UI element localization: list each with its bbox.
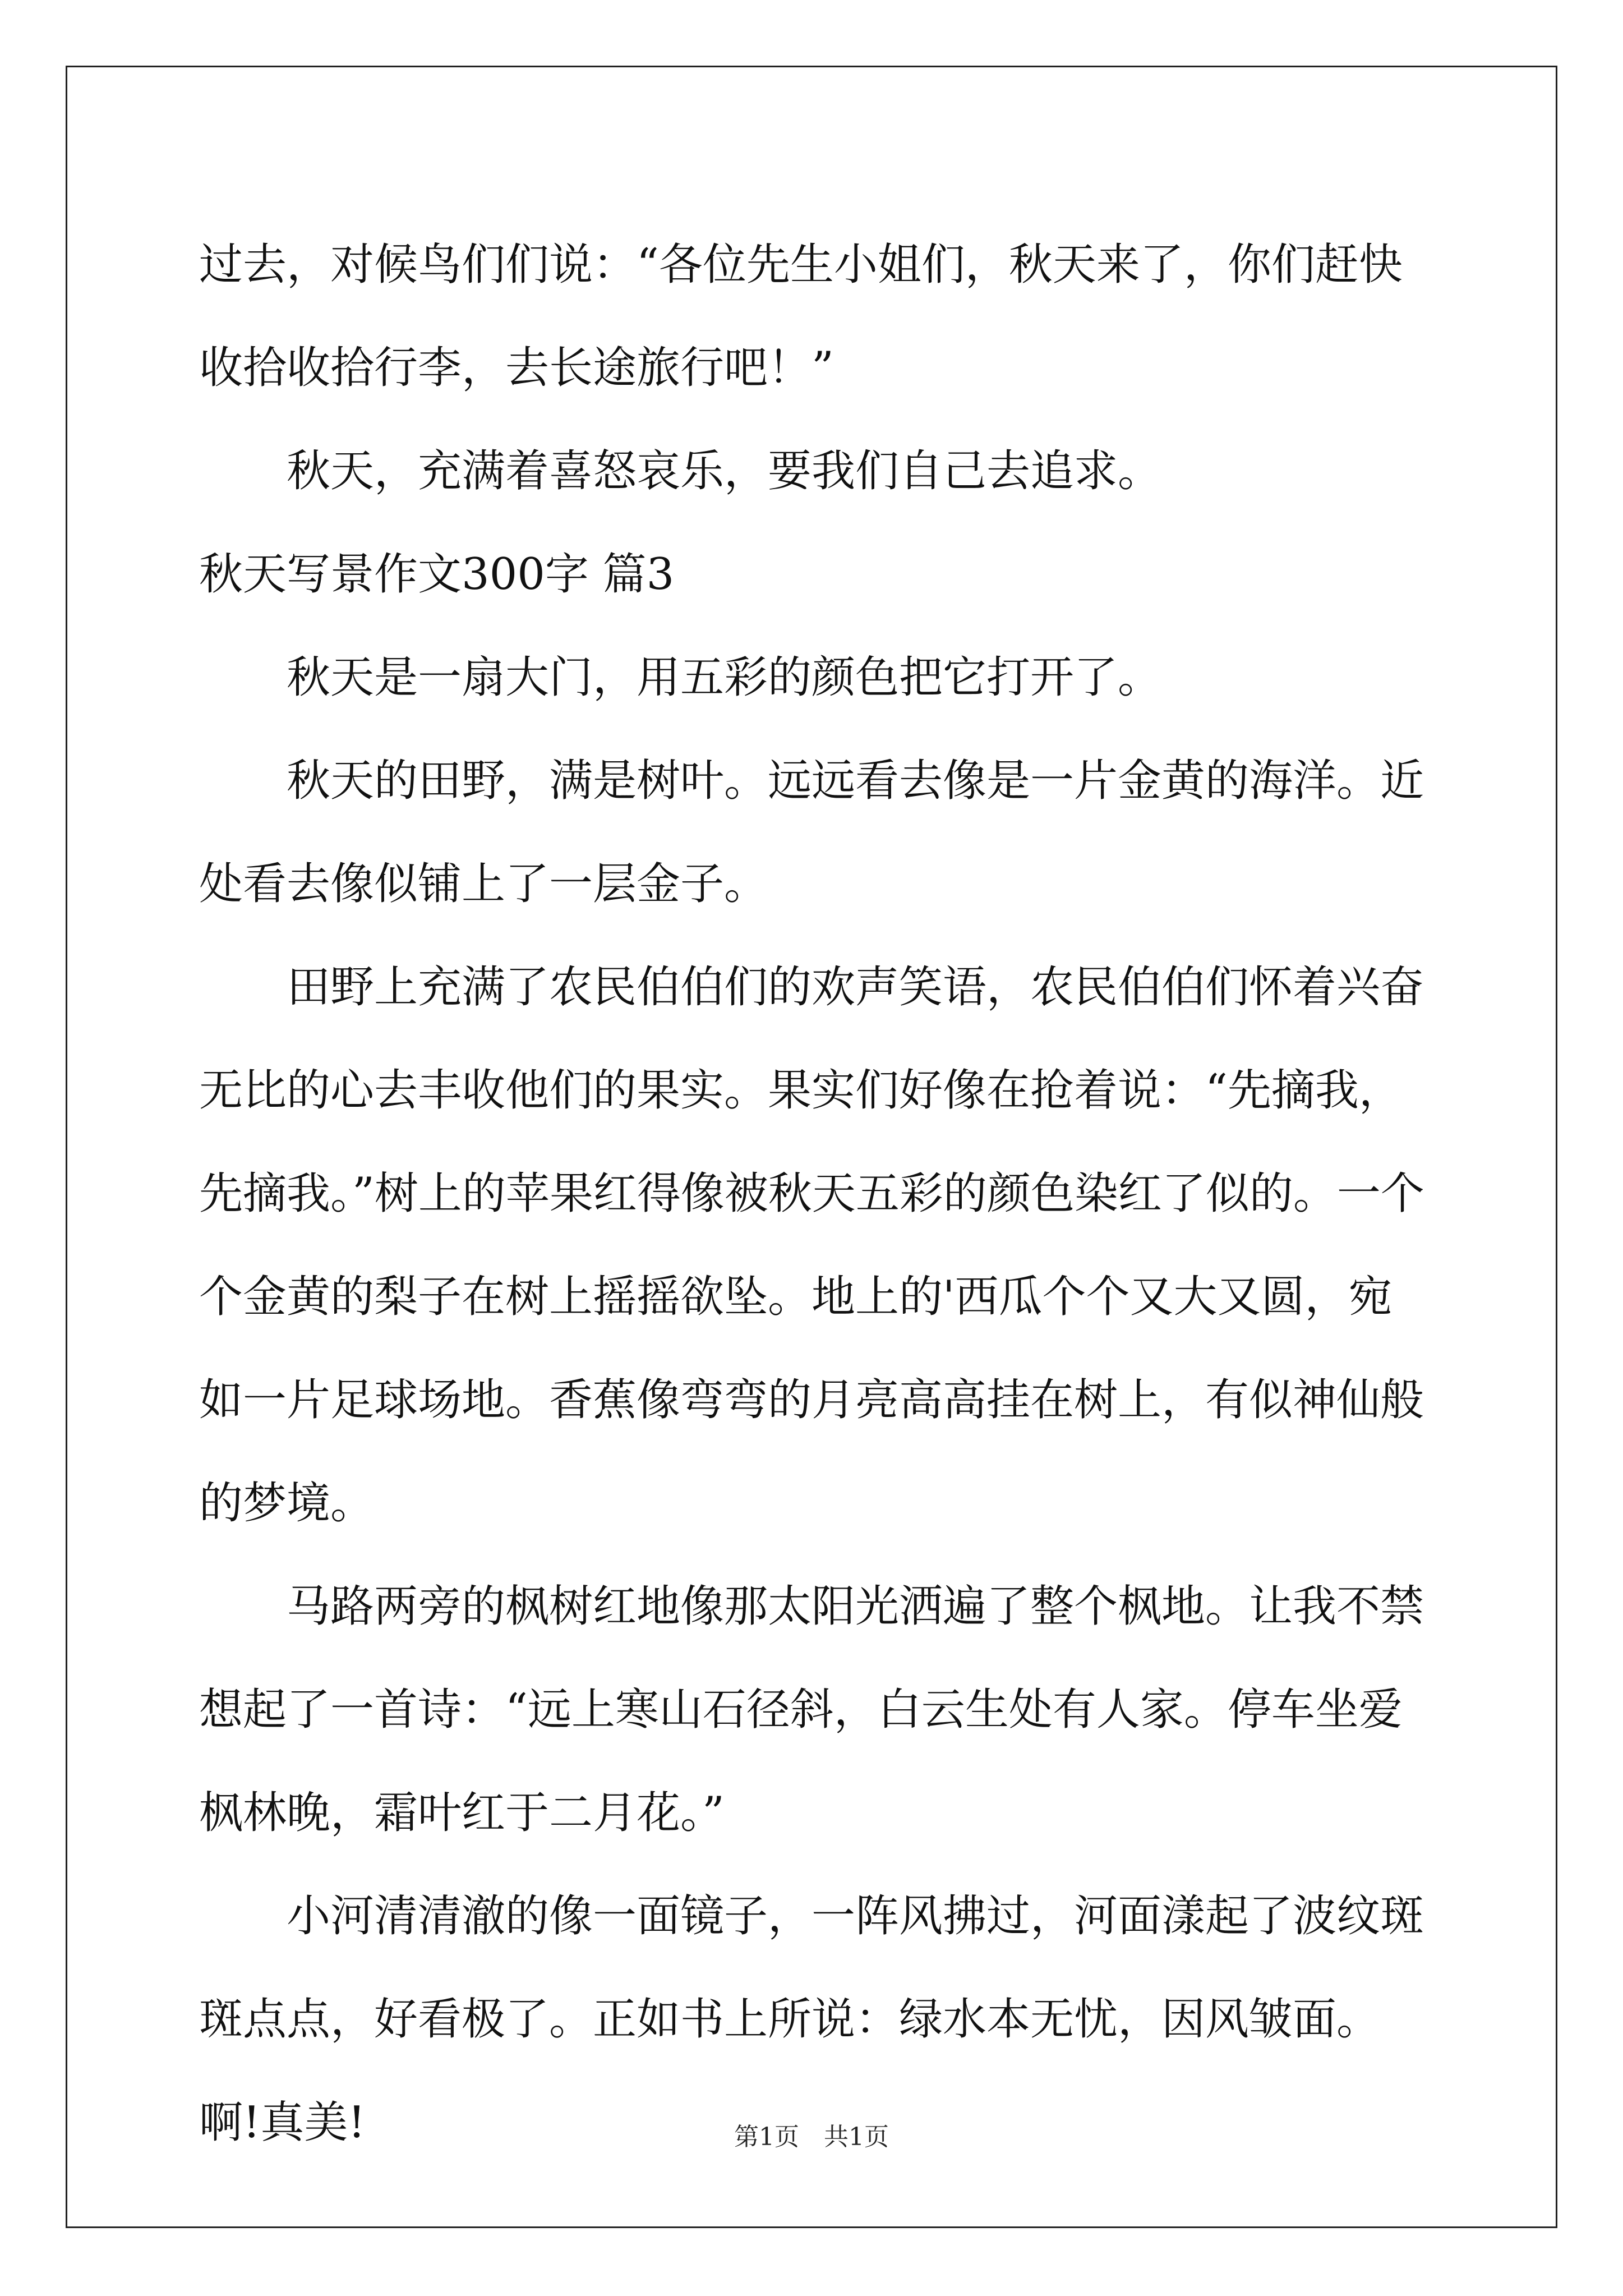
paragraph-4: 秋天的田野，满是树叶。远远看去像是一片金黄的海洋。近处看去像似铺上了一层金子。 — [199, 756, 1424, 909]
section-heading: 秋天写景作文300字 篇3 — [199, 549, 675, 600]
paragraph-5: 田野上充满了农民伯伯们的欢声笑语，农民伯伯们怀着兴奋无比的心去丰收他们的果实。果实们好像在抢着说：“先摘我，先摘我。”树上的苹果红得像被秋天五彩的颜色染红了似的。一个个金黄的梨子在树上摇摇欲坠。地上的'西瓜个个又大又圆，宛如一片足球场地。香蕉像弯弯的月亮高高挂在树上，有似神仙般的梦境。 — [199, 962, 1424, 1529]
document-body — [199, 213, 1433, 2174]
paragraph-1: 过去，对候鸟们们说：“各位先生小姐们，秋天来了，你们赶快收拾收拾行李，去长途旅行吧！” — [199, 240, 1403, 393]
page-number-footer: 第1页 共1页 — [734, 2123, 889, 2151]
paragraph-2: 秋天，充满着喜怒哀乐，要我们自己去追求。 — [287, 446, 1162, 496]
paragraph-7: 小河清清澈的像一面镜子，一阵风拂过，河面漾起了波纹斑斑点点，好看极了。正如书上所说：绿水本无忧，因风皱面。啊!真美! — [199, 1891, 1424, 2148]
paragraph-3: 秋天是一扇大门，用五彩的颜色把它打开了。 — [287, 652, 1162, 703]
paragraph-6: 马路两旁的枫树红地像那太阳光洒遍了整个枫地。让我不禁想起了一首诗：“远上寒山石径斜，白云生处有人家。停车坐爱枫林晚，霜叶红于二月花。” — [199, 1581, 1424, 1838]
